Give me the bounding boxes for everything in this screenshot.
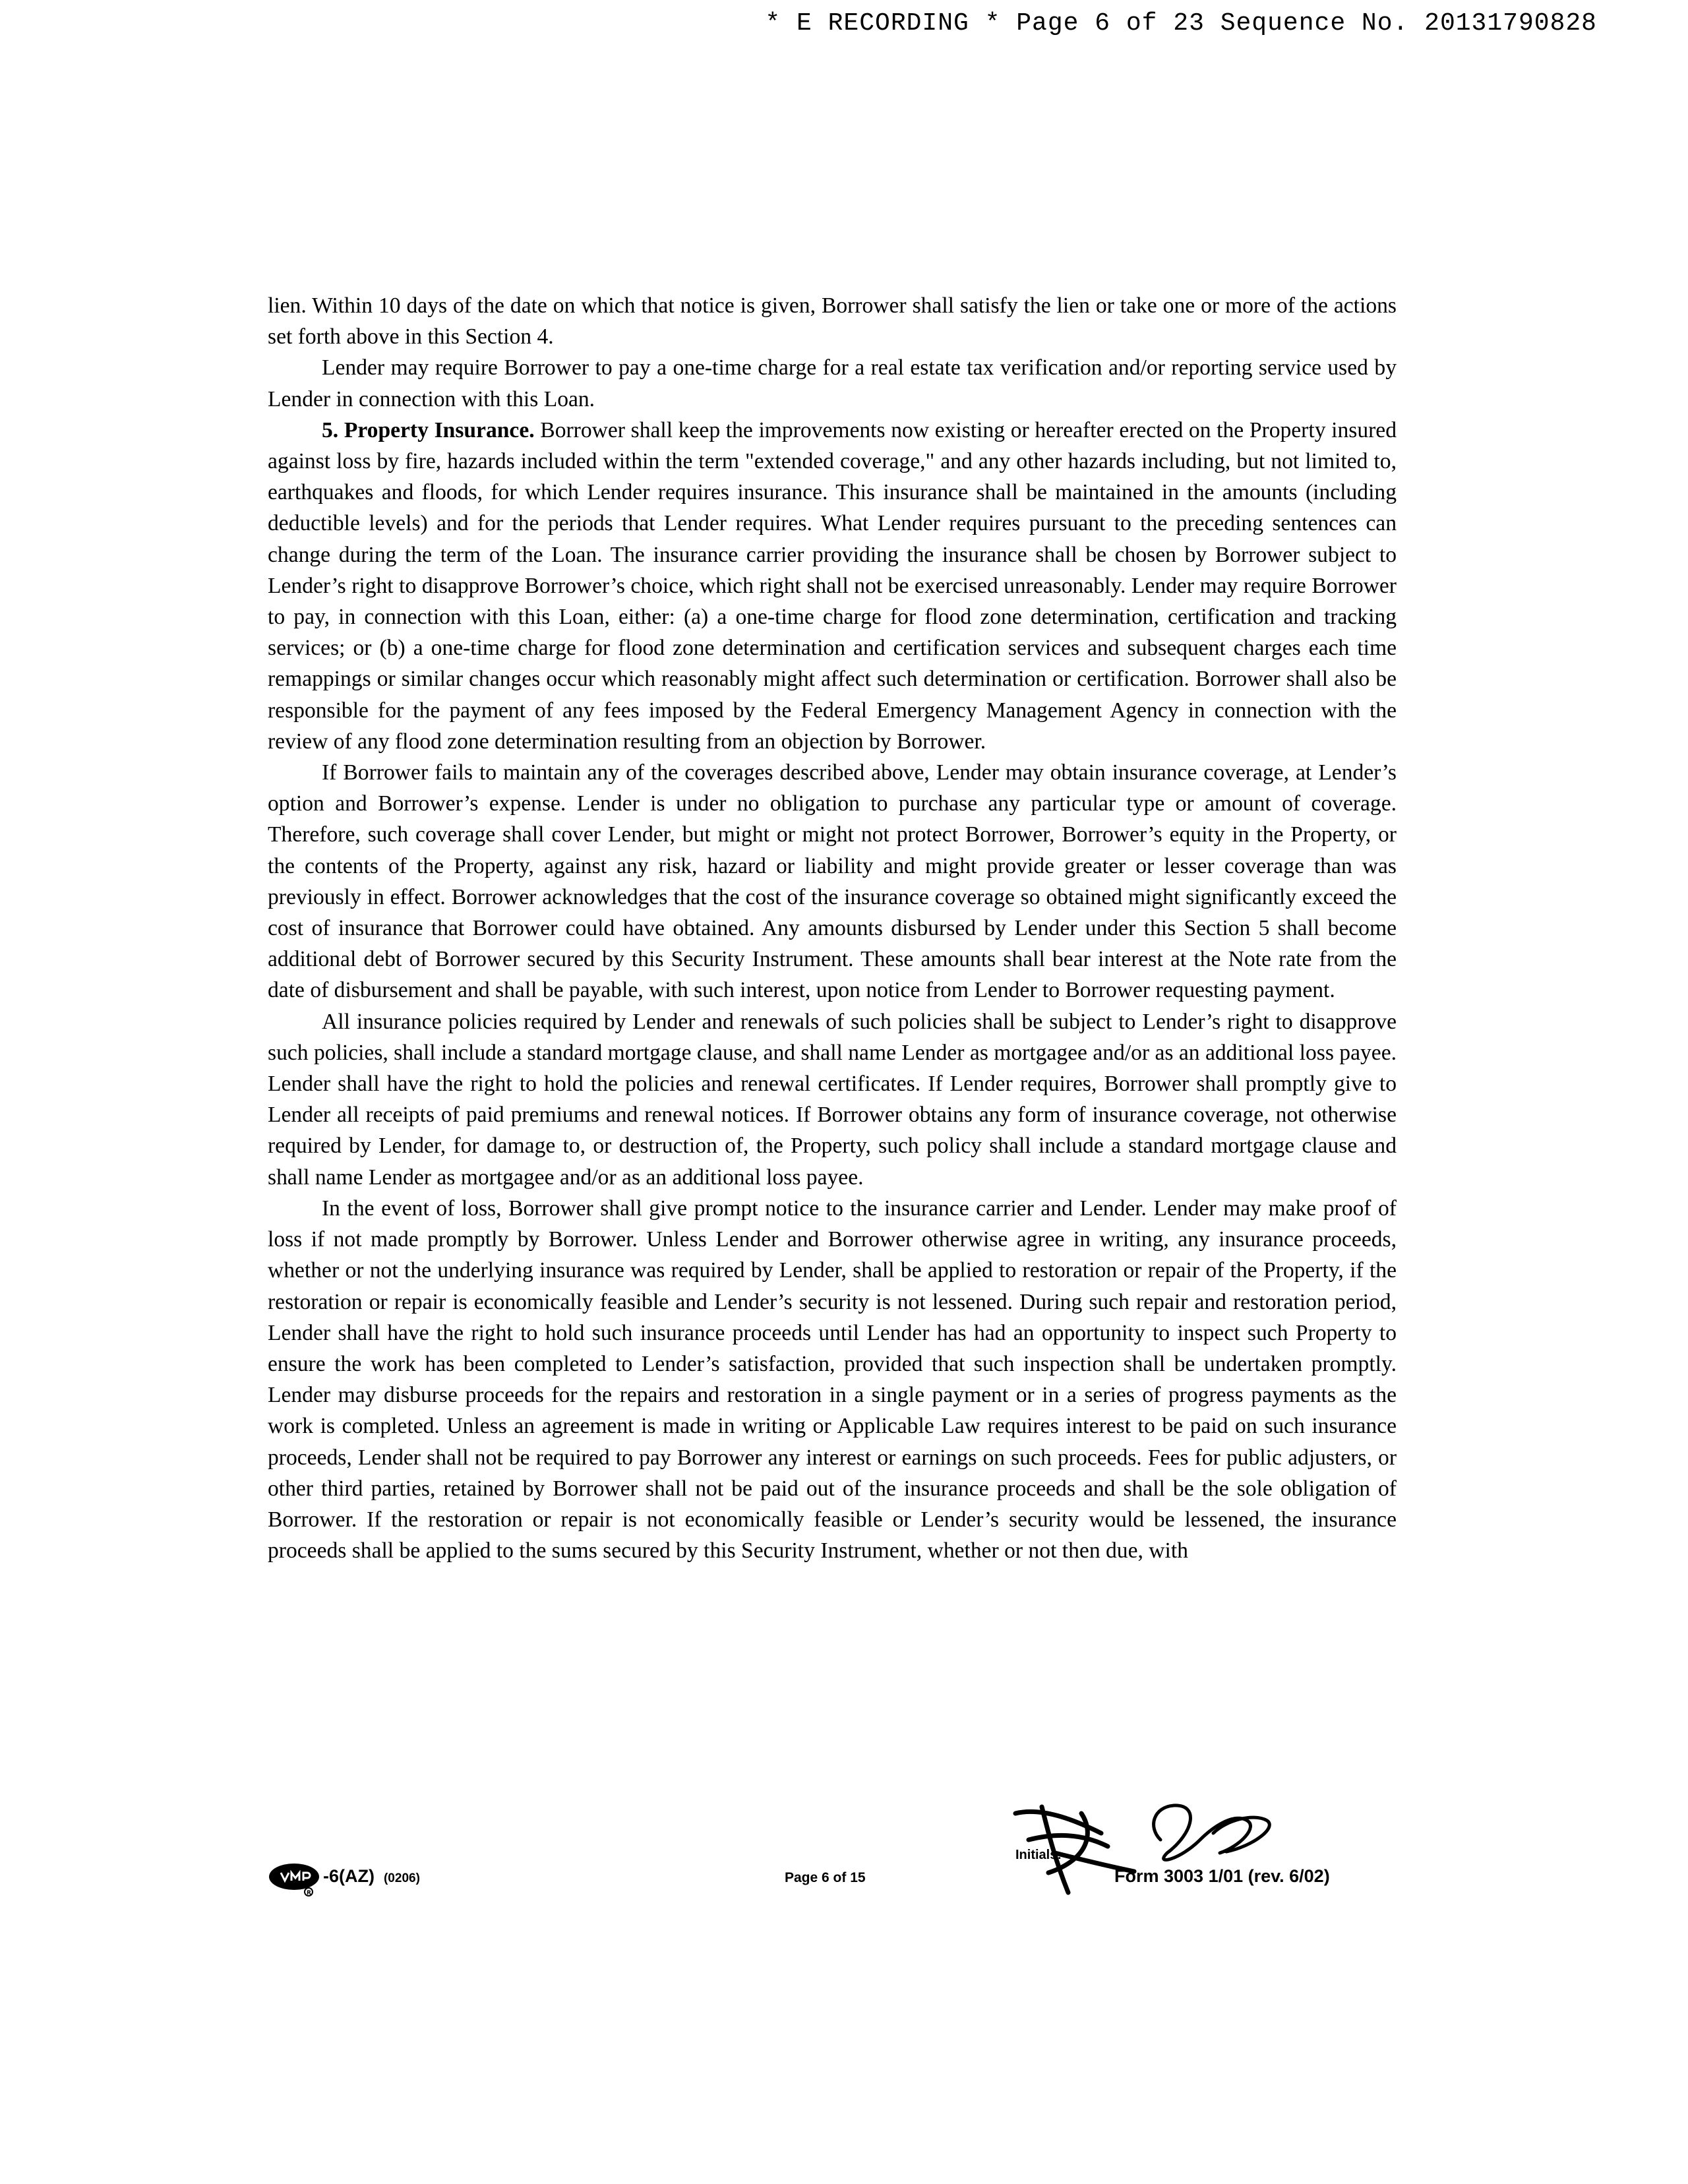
document-body <box>268 290 1397 1566</box>
vmp-logo-icon <box>268 1861 326 1896</box>
svg-text:R: R <box>307 1890 311 1896</box>
paragraph-event-of-loss: In the event of loss, Borrower shall give prompt notice to the insurance carrier and Lender. Lender may make proof of loss if not made promptly by Borrower. Unless Lender and Borrower otherwise agree in writing, any insurance proceeds, whether or not the underlying insurance was required by Lender, shall be applied to restoration or repair of the Property, if the restoration or repair is economically feasible and Lender’s security is not lessened. During such repair and restoration period, Lender shall have the right to hold such insurance proceeds until Lender has had an opportunity to inspect such Property to ensure the work has been completed to Lender’s satisfaction, provided that such inspection shall be undertaken promptly. Lender may disburse proceeds for the repairs and restoration in a single payment or in a series of progress payments as the work is completed. Unless an agreement is made in writing or Applicable Law requires interest to be paid on such insurance proceeds, Lender shall not be required to pay Borrower any interest or earnings on such proceeds. Fees for public adjusters, or other third parties, retained by Borrower shall not be paid out of the insurance proceeds and shall be the sole obligation of Borrower. If the restoration or repair is not economically feasible or Lender’s security would be lessened, the insurance proceeds shall be applied to the sums secured by this Security Instrument, whether or not then due, with <box>268 1196 1397 1563</box>
page-number: Page 6 of 15 <box>785 1870 866 1885</box>
paragraph-lender-coverage: If Borrower fails to maintain any of the coverages described above, Lender may obtain insurance coverage, at Lender’s option and Borrower’s expense. Lender is under no obligation to purchase any particular type or amount of coverage. Therefore, such coverage shall cover Lender, but might or might not protect Borrower, Borrower’s equity in the Property, or the contents of the Property, against any risk, hazard or liability and might provide greater or lesser coverage than was previously in effect. Borrower acknowledges that the cost of the insurance coverage so obtained might significantly exceed the cost of insurance that Borrower could have obtained. Any amounts disbursed by Lender under this Section 5 shall become additional debt of Borrower secured by this Security Instrument. These amounts shall bear interest at the Note rate from the date of disbursement and shall be payable, with such interest, upon notice from Lender to Borrower requesting payment. <box>268 760 1397 1003</box>
paragraph-lien: lien. Within 10 days of the date on which that notice is given, Borrower shall satisfy the lien or take one or more of the actions set forth above in this Section 4. <box>268 293 1397 349</box>
form-code <box>323 1866 420 1887</box>
form-date-code: (0206) <box>383 1871 420 1885</box>
page-footer <box>0 1813 1688 1919</box>
form-code-value: -6(AZ) <box>323 1866 375 1886</box>
initials-label: Initials: <box>1015 1848 1062 1862</box>
section-5-heading: 5. Property Insurance. <box>322 417 535 442</box>
recording-header: * E RECORDING * Page 6 of 23 Sequence No. 20131790828 <box>765 9 1597 38</box>
paragraph-property-insurance <box>268 415 1397 757</box>
section-5-text: Borrower shall keep the improvements now existing or hereafter erected on the Property insured against loss by fire, hazards included within the term "extended coverage," and any other hazards including, but not limited to, earthquakes and floods, for which Lender requires insurance. This insurance shall be maintained in the amounts (including deductible levels) and for the periods that Lender requires. What Lender requires pursuant to the preceding sentences can change during the term of the Loan. The insurance carrier providing the insurance shall be chosen by Borrower subject to Lender’s right to disapprove Borrower’s choice, which right shall not be exercised unreasonably. Lender may require Borrower to pay, in connection with this Loan, either: (a) a one-time charge for flood zone determination, certification and tracking services; or (b) a one-time charge for flood zone determination and certification services and subsequent charges each time remappings or similar changes occur which reasonably might affect such determination or certification. Borrower shall also be responsible for the payment of any fees imposed by the Federal Emergency Management Agency in connection with the review of any flood zone determination resulting from an objection by Borrower. <box>268 417 1397 754</box>
paragraph-insurance-policies: All insurance policies required by Lender and renewals of such policies shall be subject to Lender’s right to disapprove such policies, shall include a standard mortgage clause, and shall name Lender as mortgagee and/or as an additional loss payee. Lender shall have the right to hold the policies and renewal certificates. If Lender requires, Borrower shall promptly give to Lender all receipts of paid premiums and renewal notices. If Borrower obtains any form of insurance coverage, not otherwise required by Lender, for damage to, or destruction of, the Property, such policy shall include a standard mortgage clause and shall name Lender as mortgagee and/or as an additional loss payee. <box>268 1009 1397 1190</box>
form-number: Form 3003 1/01 (rev. 6/02) <box>1114 1866 1330 1886</box>
paragraph-tax-verification: Lender may require Borrower to pay a one-time charge for a real estate tax verification and/or reporting service used by Lender in connection with this Loan. <box>268 355 1397 411</box>
